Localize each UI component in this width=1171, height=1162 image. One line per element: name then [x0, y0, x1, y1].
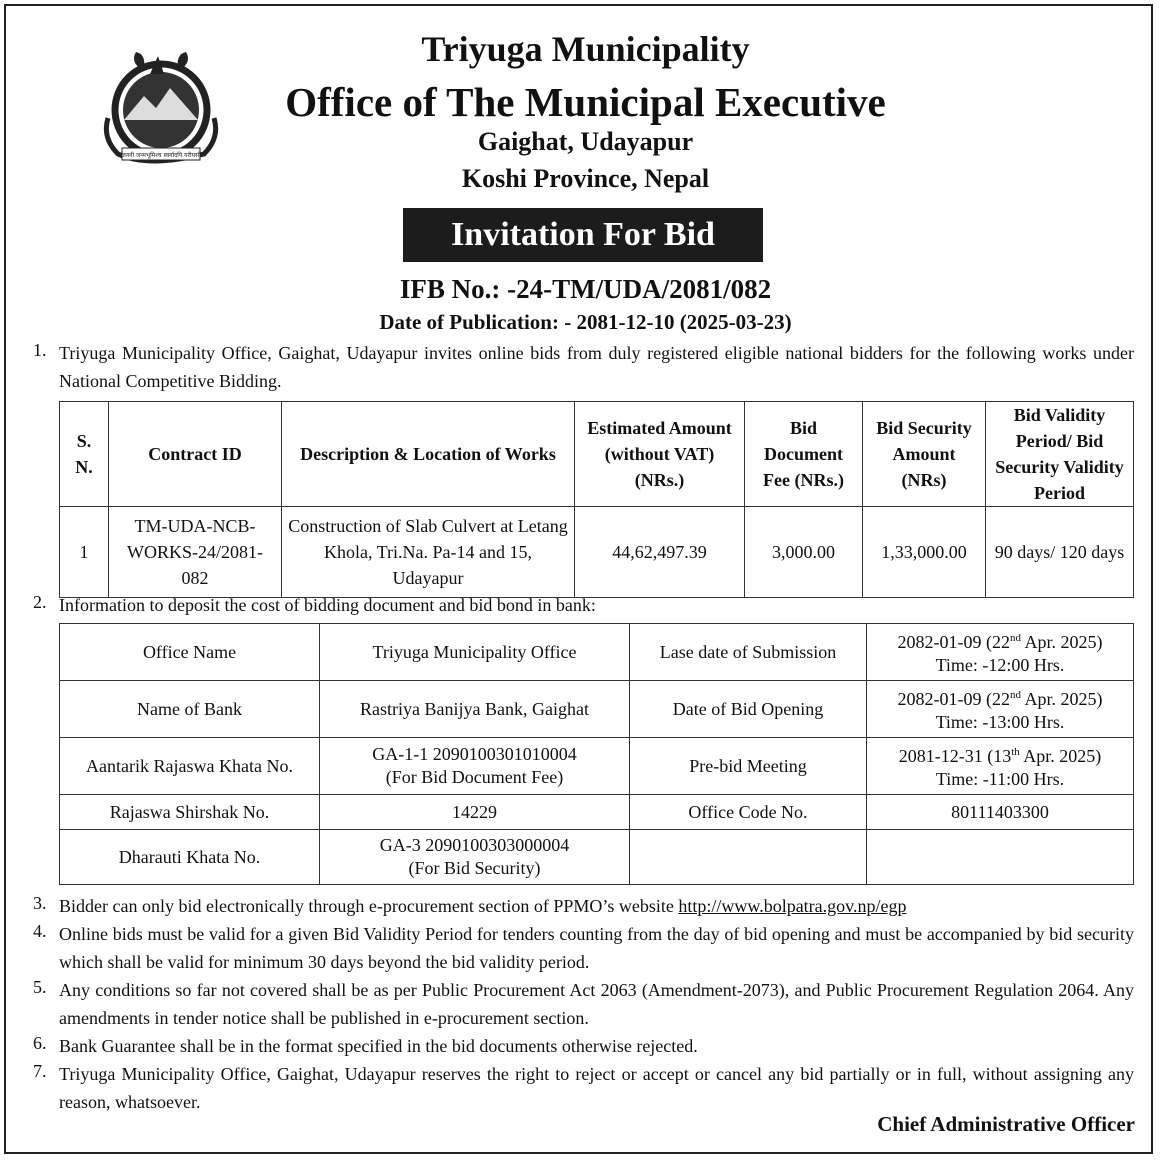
- ordinal-suffix: nd: [1009, 632, 1021, 644]
- item-number: 4.: [33, 921, 47, 941]
- empty-cell: [867, 830, 1134, 885]
- table-row: [60, 738, 1134, 795]
- item-number: 1.: [33, 340, 47, 360]
- label-rajaswa-shirshak: Rajaswa Shirshak No.: [60, 795, 320, 830]
- cell-bid-security: 1,33,000.00: [863, 507, 986, 598]
- account-note: (For Bid Document Fee): [385, 767, 564, 787]
- ordinal-suffix: nd: [1009, 689, 1021, 701]
- label-office-name: Office Name: [60, 624, 320, 681]
- label-office-code: Office Code No.: [630, 795, 867, 830]
- label-bank-name: Name of Bank: [60, 681, 320, 738]
- value-bank-name: Rastriya Banijya Bank, Gaighat: [320, 681, 630, 738]
- date-text: 2082-01-09 (22: [897, 689, 1010, 709]
- cell-estimated-amount: 44,62,497.39: [575, 507, 745, 598]
- signature-title: Chief Administrative Officer: [877, 1112, 1135, 1136]
- account-number: GA-3 2090100303000004: [379, 835, 570, 855]
- item-text: Triyuga Municipality Office, Gaighat, Udayapur reserves the right to reject or accept or cancel any bid partially or in full, without assigning any reason, whatsoever.: [59, 1064, 1134, 1112]
- date-text: 2082-01-09 (22: [897, 632, 1010, 652]
- empty-cell: [630, 830, 867, 885]
- date-text: Apr. 2025): [1019, 746, 1102, 766]
- label-bid-opening: Date of Bid Opening: [630, 681, 867, 738]
- province-line: Koshi Province, Nepal: [461, 164, 710, 193]
- label-aantarik-khata: Aantarik Rajaswa Khata No.: [60, 738, 320, 795]
- label-pre-bid-meeting: Pre-bid Meeting: [630, 738, 867, 795]
- item-text: Information to deposit the cost of bidding document and bid bond in bank:: [59, 595, 596, 615]
- col-header: Bid Security Amount (NRs): [863, 402, 986, 507]
- label-dharauti-khata: Dharauti Khata No.: [60, 830, 320, 885]
- item-number: 3.: [33, 893, 47, 913]
- item-text: Online bids must be valid for a given Bid Validity Period for tenders counting from the day of bid opening and must be accompanied by bid security which shall be valid for minimum 30 days beyond the bid validity period.: [59, 924, 1134, 972]
- value-office-code: 80111403300: [867, 795, 1134, 830]
- item-number: 7.: [33, 1061, 47, 1081]
- table-row: [60, 830, 1134, 885]
- col-header: Contract ID: [109, 402, 282, 507]
- item-number: 2.: [33, 592, 47, 612]
- time-text: Time: -13:00 Hrs.: [935, 712, 1065, 732]
- value-office-name: Triyuga Municipality Office: [320, 624, 630, 681]
- table-header-row: [60, 402, 1134, 507]
- item-text: Bank Guarantee shall be in the format specified in the bid documents otherwise rejected.: [59, 1036, 698, 1056]
- time-text: Time: -12:00 Hrs.: [935, 655, 1065, 675]
- date-text: 2081-12-31 (13: [898, 746, 1012, 766]
- emblem-motto: जननी जन्मभूमिश्च स्वर्गादपि गरीयसी: [121, 152, 201, 159]
- ppmo-website-link[interactable]: http://www.bolpatra.gov.np/egp: [678, 896, 907, 916]
- municipality-title: Triyuga Municipality: [421, 29, 750, 69]
- table-row: [60, 624, 1134, 681]
- item-number: 5.: [33, 977, 47, 997]
- account-number: GA-1-1 2090100301010004: [372, 744, 577, 764]
- value-last-submission: [867, 624, 1134, 681]
- publication-date: Date of Publication: - 2081-12-10 (2025-03-23): [379, 310, 792, 334]
- label-last-submission: Lase date of Submission: [630, 624, 867, 681]
- date-text: Apr. 2025): [1020, 689, 1103, 709]
- item-number: 6.: [33, 1033, 47, 1053]
- address-line: Gaighat, Udayapur: [477, 127, 694, 156]
- col-header: Bid Document Fee (NRs.): [745, 402, 863, 507]
- value-rajaswa-shirshak: 14229: [320, 795, 630, 830]
- ordinal-suffix: th: [1011, 746, 1020, 758]
- time-text: Time: -11:00 Hrs.: [935, 769, 1065, 789]
- invitation-banner: Invitation For Bid: [403, 208, 763, 262]
- value-bid-opening: [867, 681, 1134, 738]
- office-title: Office of The Municipal Executive: [285, 79, 886, 125]
- account-note: (For Bid Security): [408, 858, 541, 878]
- col-header: Estimated Amount (without VAT) (NRs.): [575, 402, 745, 507]
- cell-validity-period: 90 days/ 120 days: [986, 507, 1134, 598]
- cell-contract-id: TM-UDA-NCB-WORKS-24/2081-082: [109, 507, 282, 598]
- cell-description: Construction of Slab Culvert at Letang Khola, Tri.Na. Pa-14 and 15, Udayapur: [282, 507, 575, 598]
- col-header: Bid Validity Period/ Bid Security Validity Period: [986, 402, 1134, 507]
- table-row: [60, 681, 1134, 738]
- table-row: [60, 795, 1134, 830]
- bid-table: [59, 401, 1134, 598]
- ifb-number: IFB No.: -24-TM/UDA/2081/082: [399, 274, 772, 304]
- cell-sn: 1: [60, 507, 109, 598]
- value-pre-bid-meeting: [867, 738, 1134, 795]
- item-text-body: Bidder can only bid electronically through e-procurement section of PPMO’s website: [59, 896, 679, 916]
- value-dharauti-khata: [320, 830, 630, 885]
- col-header: Description & Location of Works: [282, 402, 575, 507]
- col-header: S. N.: [60, 402, 109, 507]
- date-text: Apr. 2025): [1020, 632, 1103, 652]
- item-text: Triyuga Municipality Office, Gaighat, Udayapur invites online bids from duly registered eligible national bidders for the following works under National Competitive Bidding.: [59, 343, 1134, 391]
- value-aantarik-khata: [320, 738, 630, 795]
- table-row: [60, 507, 1134, 598]
- bank-info-table: [59, 623, 1134, 885]
- cell-document-fee: 3,000.00: [745, 507, 863, 598]
- item-text: [59, 892, 1134, 920]
- item-text: Any conditions so far not covered shall be as per Public Procurement Act 2063 (Amendment-2073), and Public Procurement Regulation 2064. Any amendments in tender notice shall be published in e-procurement section.: [59, 980, 1134, 1028]
